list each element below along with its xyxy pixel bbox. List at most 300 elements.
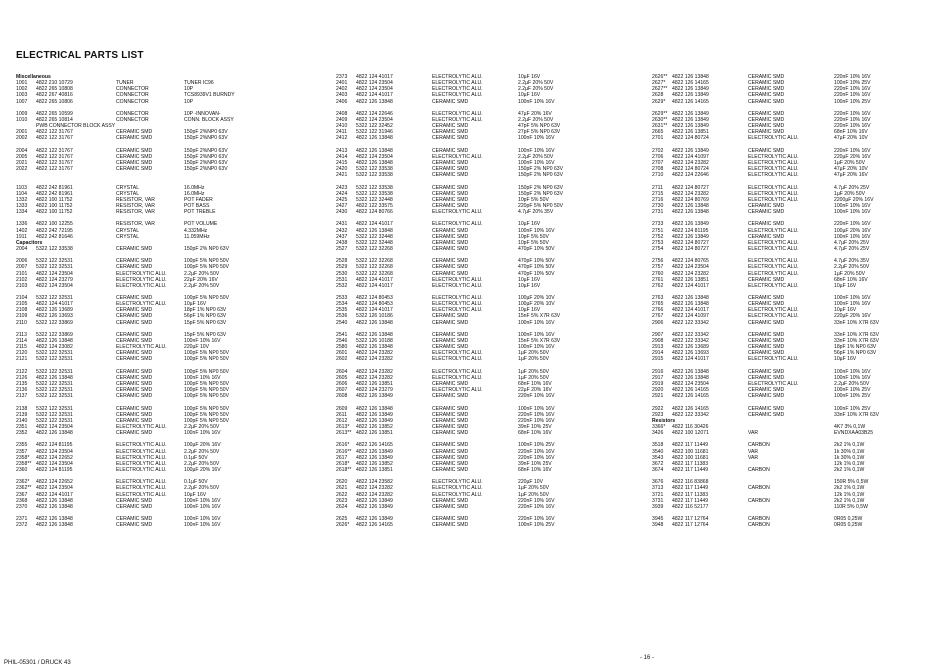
part-code: 5322 122 33538 [36, 245, 73, 252]
part-value: 100nF 10% 16V [184, 338, 221, 345]
part-position: 2006 [16, 258, 28, 265]
part-position: 3945 [652, 516, 664, 523]
part-description: CERAMIC SMD [432, 331, 469, 338]
part-description: RESISTOR, VAR [116, 209, 155, 216]
part-value: 1µF 20% 50V [518, 374, 549, 381]
part-description: ELECTROLYTIC ALU. [432, 491, 483, 498]
part-code: 4822 242 81646 [36, 233, 73, 240]
part-code: 4822 126 13851 [356, 467, 393, 473]
part-position: 2137 [16, 393, 28, 400]
part-position: 2004 [16, 245, 28, 252]
part-position: 2546 [336, 338, 348, 345]
part-row [16, 467, 316, 473]
part-description: CONNECTOR [116, 110, 149, 117]
part-position: 2606 [336, 381, 348, 388]
part-value: 15nF 5% X7R 63V [518, 313, 561, 320]
part-code: 4822 124 80727 [672, 245, 709, 252]
part-position: 2530 [336, 270, 348, 277]
part-position: 2536 [336, 313, 348, 320]
part-code: 4822 122 33575 [356, 202, 393, 209]
part-description: CERAMIC SMD [116, 264, 153, 271]
part-position: 2362* [16, 479, 30, 486]
part-code: 4822 126 13849 [672, 147, 709, 154]
part-description: ELECTROLYTIC ALU. [432, 209, 483, 216]
part-code: 4822 126 14165 [672, 405, 709, 412]
part-code: 4822 124 80453 [356, 295, 393, 302]
part-code: 4822 100 11681 [672, 454, 709, 461]
part-code: 5322 122 32531 [36, 381, 73, 388]
part-value: 100µF 20% 16V [184, 442, 221, 449]
part-value: CONN. BLOCK ASSY [184, 116, 234, 123]
part-value: 2.2µF 20% 50V [834, 381, 870, 388]
part-code: 5322 122 32531 [36, 368, 73, 375]
part-description: CERAMIC SMD [432, 467, 469, 473]
part-description: CONNECTOR [116, 98, 149, 105]
part-value: 100nF 10% 16V [184, 522, 221, 529]
part-description: CERAMIC SMD [432, 338, 469, 345]
part-code: 4822 126 13851 [672, 129, 709, 136]
part-row [16, 504, 316, 510]
part-description: RESISTOR, VAR [116, 196, 155, 203]
part-position: 2351 [16, 424, 28, 431]
part-code: 4822 124 80766 [356, 209, 393, 216]
part-value: 2.2µF 20% 50V [518, 80, 554, 87]
part-position: 2627* [652, 80, 666, 87]
part-code: 4822 126 13848 [672, 301, 709, 308]
part-value: 2.2µF 20% 50V [518, 86, 554, 93]
part-description: ELECTROLYTIC ALU. [748, 227, 799, 234]
part-description: CERAMIC SMD [432, 172, 469, 179]
part-position: 2733 [652, 221, 664, 228]
part-value: 11.059MHz [184, 233, 210, 240]
part-position: 2135 [16, 381, 28, 388]
part-position: 2002 [16, 135, 28, 142]
part-value: 10µF 16V [518, 221, 541, 228]
part-position: 2607 [336, 387, 348, 394]
part-description: CARBON [748, 497, 770, 504]
part-description: CERAMIC SMD [116, 350, 153, 357]
part-value: 10µF 16V [518, 276, 541, 283]
part-position: 2629* [652, 98, 666, 105]
part-description: CERAMIC SMD [432, 123, 469, 130]
part-position: 2601 [336, 350, 348, 357]
part-description: CERAMIC SMD [432, 454, 469, 461]
part-value: 470pF 10% 50V [518, 270, 555, 277]
part-code: 4822 124 41017 [356, 74, 393, 80]
part-position: 2621 [336, 485, 348, 492]
part-row [336, 135, 636, 141]
part-position: 2120 [16, 350, 28, 357]
part-code: 4822 124 41017 [672, 282, 709, 289]
part-value: 1µF 20% 50V [518, 350, 549, 357]
part-position: 2533 [336, 295, 348, 302]
part-position: 2372 [16, 522, 28, 529]
part-row [336, 430, 636, 436]
part-position: 2535 [336, 307, 348, 314]
part-value: 100nF 10% 16V [834, 202, 871, 209]
part-value: 10µF 16V [184, 301, 207, 308]
part-position: 2438 [336, 239, 348, 246]
part-position: 2021 [16, 159, 28, 166]
part-description: ELECTROLYTIC ALU. [432, 92, 483, 99]
part-position: 2923 [652, 411, 664, 418]
part-value: 110R 5% 0,5W [834, 503, 868, 510]
part-value: 10P [184, 98, 194, 105]
part-code: 5322 122 32531 [36, 387, 73, 394]
part-code: 5322 122 32531 [36, 258, 73, 265]
part-position: 2541 [336, 331, 348, 338]
part-code: 4822 124 81195 [672, 227, 709, 234]
part-description: CRYSTAL [116, 227, 140, 234]
part-code: 4822 126 14165 [356, 522, 393, 529]
part-row [336, 246, 636, 252]
part-position: 2005 [16, 153, 28, 160]
part-code: 4822 100 11681 [672, 448, 709, 455]
part-value: 100nF 10% 16V [184, 497, 221, 504]
part-position: 2424 [336, 190, 348, 197]
part-value: 4.332MHz [184, 227, 208, 234]
part-description: CERAMIC SMD [116, 405, 153, 412]
part-row [336, 209, 636, 215]
part-code: 4822 126 13851 [356, 430, 393, 437]
part-code: 4822 124 23279 [356, 387, 393, 394]
part-code: 4822 126 13848 [672, 368, 709, 375]
part-description: ELECTROLYTIC ALU. [748, 184, 799, 191]
part-value: 68nF 10% 16V [518, 467, 552, 473]
part-code: 4822 126 13848 [36, 338, 73, 345]
part-code: 4822 124 41017 [672, 307, 709, 314]
part-description: ELECTROLYTIC ALU. [432, 479, 483, 486]
part-description: CERAMIC SMD [748, 295, 785, 302]
part-description: CERAMIC SMD [432, 516, 469, 523]
part-code: 4822 126 13849 [356, 411, 393, 418]
part-code: 4822 126 13848 [36, 503, 73, 510]
part-code: 4822 124 23504 [36, 485, 73, 492]
part-position: 1103 [16, 184, 27, 191]
part-position: 2371 [16, 516, 28, 523]
part-value: 100nF 10% 25V [834, 80, 871, 87]
part-value: 10µF 16V [834, 356, 857, 363]
part-row [16, 283, 316, 289]
part-value: POT FADER [184, 196, 213, 203]
part-value: 18pF 1% NP0 63V [184, 307, 227, 314]
part-description: CERAMIC SMD [748, 319, 785, 326]
part-position: 2413 [336, 147, 348, 154]
part-code: 4822 126 13849 [672, 221, 709, 228]
part-position: 2115 [16, 344, 27, 351]
part-value: 4.7µF 20% 25V [834, 184, 870, 191]
part-value: 10pF 5% 50V [518, 196, 549, 203]
part-value: 150pF 2%NP0 63V [184, 159, 228, 166]
part-position: 2914 [652, 350, 664, 357]
part-code: 4822 124 23504 [36, 448, 73, 455]
part-value: 100pF 5% NP0 50V [184, 405, 230, 412]
part-position: 2414 [336, 153, 348, 160]
part-value: 1µF 20% 50V [518, 491, 549, 498]
part-code: 4822 124 23504 [36, 270, 73, 277]
part-code: 4822 126 14165 [356, 442, 393, 449]
part-code: 4822 126 13848 [356, 98, 393, 105]
part-position: 2437 [336, 233, 348, 240]
part-value: 10pF 5% 50V [518, 233, 549, 240]
part-row [336, 522, 636, 528]
part-code: 4822 124 23504 [672, 381, 709, 388]
part-row [652, 99, 950, 105]
part-description: CERAMIC SMD [748, 374, 785, 381]
part-code: 4822 117 11449 [672, 485, 709, 492]
part-value: 150pF 2% NP0 63V [518, 172, 564, 179]
part-description: ELECTROLYTIC ALU. [432, 350, 483, 357]
part-description: CERAMIC SMD [432, 190, 469, 197]
part-value: 56pF 1% NP0 63V [834, 350, 877, 357]
part-value: 18pF 1% NP0 63V [834, 344, 877, 351]
part-value: 100pF 5% NP0 50V [184, 393, 230, 400]
part-value: 150pF 2%NP0 63V [184, 153, 228, 160]
part-code: 5322 122 31946 [356, 129, 393, 136]
part-row [16, 166, 316, 172]
part-code: 4822 126 14165 [672, 80, 709, 87]
part-position: 3948 [652, 522, 664, 529]
part-row [16, 356, 316, 362]
part-row [16, 246, 316, 252]
part-row [652, 246, 950, 252]
part-value: 100µF 20% 10V [518, 301, 555, 308]
part-description: ELECTROLYTIC ALU. [748, 153, 799, 160]
part-description: CERAMIC SMD [432, 460, 469, 467]
part-position: 1336 [16, 221, 28, 228]
part-value: 10µF 16V [834, 282, 857, 289]
part-description: CERAMIC SMD [748, 209, 785, 216]
part-description: CONNECTOR [116, 92, 149, 99]
part-position: 2527 [336, 245, 348, 252]
part-code: 4822 126 13848 [356, 331, 393, 338]
part-code: 5322 122 32268 [356, 270, 393, 277]
part-row [652, 172, 950, 178]
part-description: CERAMIC SMD [748, 411, 785, 418]
part-code: 5322 126 10186 [356, 313, 393, 320]
part-code: 4822 126 13852 [356, 460, 393, 467]
part-code: 4822 100 12071 [672, 430, 709, 437]
part-value: 100nF 10% 25V [834, 405, 871, 412]
part-position: 2604 [336, 368, 348, 375]
part-code: 4822 126 13851 [356, 381, 393, 388]
part-position: 2432 [336, 227, 348, 234]
part-description: CERAMIC SMD [116, 503, 153, 510]
part-description: CERAMIC SMD [432, 245, 469, 252]
part-description: CERAMIC SMD [748, 147, 785, 154]
part-code: 5322 122 32531 [36, 405, 73, 412]
part-value: 150pF 2% NP0 63V [518, 184, 564, 191]
part-position: 2104 [16, 295, 28, 302]
part-description: ELECTROLYTIC ALU. [432, 295, 483, 302]
part-description: ELECTROLYTIC ALU. [116, 485, 167, 492]
part-value: 100pF 5% NP0 50V [184, 417, 230, 424]
part-position: 2110 [16, 319, 27, 326]
part-code: 5322 122 32531 [36, 295, 73, 302]
part-position: 2708 [652, 166, 664, 173]
part-code: 5322 122 33538 [356, 190, 393, 197]
part-position: 2626** [652, 74, 668, 80]
part-position: 2368 [16, 497, 28, 504]
part-description: ELECTROLYTIC ALU. [432, 74, 483, 80]
part-code: 4822 124 23282 [672, 190, 709, 197]
part-position: 2613** [336, 430, 352, 437]
part-description: CERAMIC SMD [748, 86, 785, 93]
part-position: 2358** [16, 460, 32, 467]
part-code: 4822 126 13849 [356, 393, 393, 400]
part-description: CONNECTOR [116, 116, 149, 123]
part-code: 4822 100 12255 [36, 221, 73, 228]
part-description: RESISTOR, VAR [116, 202, 155, 209]
part-description: CERAMIC SMD [116, 331, 153, 338]
part-code: 5322 122 32268 [356, 245, 393, 252]
part-value: 100nF 10% 16V [834, 233, 871, 240]
part-row [16, 320, 316, 326]
part-code: 4822 126 13689 [36, 307, 73, 314]
part-description: ELECTROLYTIC ALU. [748, 356, 799, 363]
part-value: 100nF 10% 25V [834, 98, 871, 105]
part-position: 3676 [652, 479, 664, 486]
part-value: 220µF 10V [184, 344, 210, 351]
part-code: 5322 122 32531 [36, 264, 73, 271]
part-value: 68nF 10% 16V [834, 276, 868, 283]
part-value: 100nF 10% 16V [834, 295, 871, 302]
part-value: 150R 5% 0,5W [834, 479, 869, 486]
part-code: 4822 126 13848 [672, 209, 709, 216]
part-value: 10µF 16V [834, 307, 857, 314]
part-code: 4822 242 81961 [36, 184, 73, 191]
part-position: 3366* [652, 424, 666, 431]
part-value: TCS8939V1 BURNDY [184, 92, 235, 99]
part-code: 4822 124 23504 [356, 116, 393, 123]
part-description: CERAMIC SMD [748, 123, 785, 130]
part-code: 4822 126 13848 [356, 344, 393, 351]
part-value: 2.2µF 20% 50V [518, 116, 554, 123]
part-description: CERAMIC SMD [432, 98, 469, 105]
part-value: 150pF 2% NP0 63V [518, 166, 564, 173]
part-description: CERAMIC SMD [748, 344, 785, 351]
part-code: 4822 126 13849 [356, 448, 393, 455]
part-code: 4822 126 13852 [356, 424, 393, 431]
part-value: 33nF 10% X7R 63V [834, 319, 880, 326]
part-code: 4822 117 11449 [672, 467, 709, 473]
part-value: 100nF 10% 16V [518, 405, 555, 412]
part-position: 2631** [652, 123, 668, 130]
part-position: 1334 [16, 209, 28, 216]
part-value: 0R05 0,25W [834, 522, 863, 529]
part-position: 2623 [336, 497, 348, 504]
part-value: 150pF 2%NP0 63V [184, 147, 228, 154]
part-position: 3543 [652, 454, 664, 461]
part-description: ELECTROLYTIC ALU. [432, 80, 483, 87]
part-code: 5322 122 32452 [356, 123, 393, 130]
part-position: 2751 [652, 227, 664, 234]
part-position: 2922 [652, 405, 664, 412]
part-code: 4822 100 11752 [36, 202, 73, 209]
part-position: 2408 [336, 110, 348, 117]
part-value: 47µF 20% 16V [834, 172, 868, 179]
part-code: 4822 126 13849 [356, 417, 393, 424]
part-code: 5322 122 33538 [356, 166, 393, 173]
part-code: 5322 122 32531 [36, 411, 73, 418]
part-position: 2529 [336, 264, 348, 271]
part-code: 4822 126 13849 [672, 92, 709, 99]
footer-print-code: PHIL-05301 / DRUCK 43 [4, 660, 71, 666]
part-value: 2.2µF 20% 50V [834, 264, 870, 271]
part-value: 100nF 10% 16V [518, 331, 555, 338]
part-row [652, 320, 950, 326]
part-code: 4822 126 13848 [672, 374, 709, 381]
part-code: 4822 124 80765 [672, 258, 709, 265]
part-position: 2767 [652, 313, 664, 320]
part-row [652, 393, 950, 399]
part-description: CERAMIC SMD [432, 381, 469, 388]
part-position: 2580 [336, 344, 348, 351]
part-description: ELECTROLYTIC ALU. [748, 313, 799, 320]
part-description: ELECTROLYTIC ALU. [748, 245, 799, 252]
part-description: CERAMIC SMD [432, 503, 469, 510]
part-value: 220nF 10% 16V [518, 417, 555, 424]
part-description: ELECTROLYTIC ALU. [748, 264, 799, 271]
part-value: 2200µF 20% 16V [834, 196, 874, 203]
part-position: 2430 [336, 209, 348, 216]
part-code: 4822 126 13848 [36, 497, 73, 504]
part-code: 4822 126 14165 [672, 393, 709, 400]
part-code: 4822 124 23282 [672, 270, 709, 277]
part-position: 2108 [16, 307, 28, 314]
part-position: 2403 [336, 92, 348, 99]
part-position: 2760 [652, 270, 664, 277]
part-description: CERAMIC SMD [432, 430, 469, 437]
part-code: 4822 265 10808 [36, 86, 73, 93]
part-value: 100pF 5% NP0 50V [184, 381, 230, 388]
part-position: 2402 [336, 86, 348, 93]
part-description: VAR [748, 430, 759, 437]
part-code: 4822 116 30426 [672, 424, 709, 431]
part-value: 39nF 10% 25V [518, 424, 552, 431]
part-row [652, 430, 950, 436]
part-value: 1µF 20% 50V [518, 485, 549, 492]
parts-column-1 [16, 74, 316, 528]
part-position: 2622 [336, 491, 348, 498]
section-heading: Resistors [652, 417, 676, 424]
part-row [336, 172, 636, 178]
part-row [336, 504, 636, 510]
part-position: 2425 [336, 196, 348, 203]
part-value: 100nF 10% 16V [518, 344, 555, 351]
part-row [16, 209, 316, 215]
part-description: CERAMIC SMD [432, 417, 469, 424]
part-description: CERAMIC SMD [432, 411, 469, 418]
part-row [16, 522, 316, 528]
part-value: 100pF 5% NP0 50V [184, 264, 230, 271]
part-description: ELECTROLYTIC ALU. [432, 387, 483, 394]
part-code: 4822 116 52177 [672, 503, 709, 510]
part-description: CERAMIC SMD [432, 319, 469, 326]
part-position: 2757 [652, 264, 664, 271]
part-value: POT TREBLE [184, 209, 216, 216]
part-value: 2.2µF 20% 50V [184, 270, 220, 277]
part-position: 2421 [336, 172, 348, 179]
part-value: 100µF 20% 16V [834, 227, 871, 234]
part-position: 2620 [336, 479, 348, 486]
part-position: 3674 [652, 467, 664, 473]
part-description: CERAMIC SMD [748, 80, 785, 87]
part-row [652, 412, 950, 418]
parts-column-2 [336, 74, 636, 528]
part-description: ELECTROLYTIC ALU. [116, 467, 167, 473]
part-description: CERAMIC SMD [748, 405, 785, 412]
